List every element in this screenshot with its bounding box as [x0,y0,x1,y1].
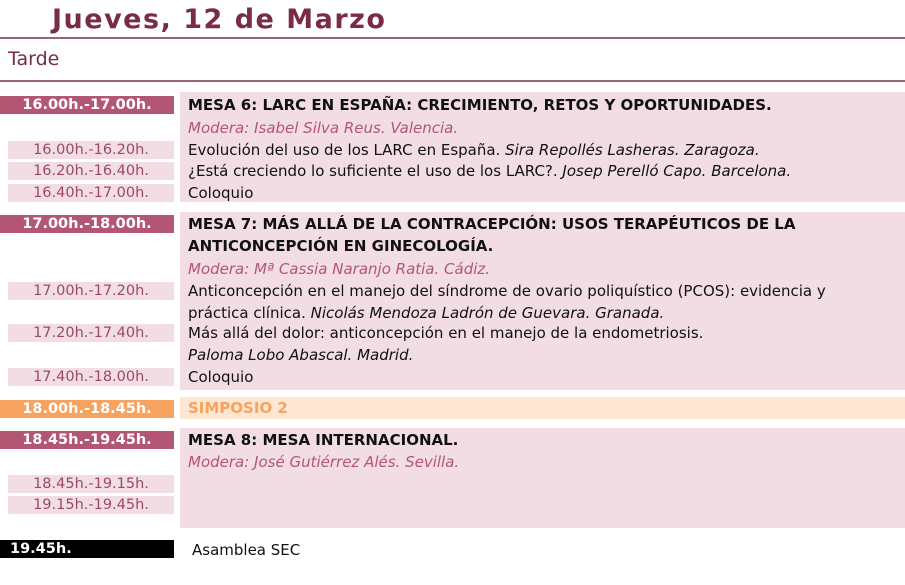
mesa6-item1 [188,139,760,161]
mesa7-moderator: Modera: Mª Cassia Naranjo Ratia. Cádiz. [188,260,491,278]
mesa7-time: 17.00h.-18.00h. [0,215,174,233]
mesa8-title: MESA 8: MESA INTERNACIONAL. [188,431,459,449]
mesa7-item1-line2 [188,302,664,324]
mesa7-title-line2: ANTICONCEPCIÓN EN GINECOLOGÍA. [188,237,494,255]
mesa7-item3-time: 17.40h.-18.00h. [8,368,174,386]
mesa7-item2-line1: Más allá del dolor: anticoncepción en el manejo de la endometriosis. [188,324,704,342]
mesa7-item2-time: 17.20h.-17.40h. [8,324,174,342]
mesa6-item3-time: 16.40h.-17.00h. [8,184,174,202]
simposio-title: SIMPOSIO 2 [188,399,288,417]
mesa6-item1-speaker: Sira Repollés Lasheras. Zaragoza. [505,141,760,159]
mesa8-item1-time: 18.45h.-19.15h. [8,475,174,493]
mesa7-item1-time: 17.00h.-17.20h. [8,282,174,300]
mesa8-item2-time: 19.15h.-19.45h. [8,496,174,514]
closing-text: Asamblea SEC [192,541,301,559]
mesa6-item2-text: ¿Está creciendo lo suficiente el uso de los LARC?. [188,162,563,180]
mesa6-item3-text: Coloquio [188,184,254,202]
closing-time: 19.45h. [0,540,174,558]
mesa6-time: 16.00h.-17.00h. [0,96,174,114]
mesa6-item2 [188,160,791,182]
mesa8-time: 18.45h.-19.45h. [0,431,174,449]
mesa6-item2-speaker: Josep Perelló Capo. Barcelona. [562,162,792,180]
mesa6-moderator: Modera: Isabel Silva Reus. Valencia. [188,119,459,137]
mesa8-moderator: Modera: José Gutiérrez Alés. Sevilla. [188,453,460,471]
simposio-panel [180,397,905,419]
mesa7-item1-speaker: Nicolás Mendoza Ladrón de Guevara. Granada. [310,304,665,322]
mesa6-item1-time: 16.00h.-16.20h. [8,141,174,159]
section-subtitle: Tarde [8,48,60,70]
subtitle-divider [0,80,905,82]
mesa6-title: MESA 6: LARC EN ESPAÑA: CRECIMIENTO, RETOS Y OPORTUNIDADES. [188,96,772,114]
simposio-time: 18.00h.-18.45h. [0,400,174,418]
mesa7-title-line1: MESA 7: MÁS ALLÁ DE LA CONTRACEPCIÓN: USOS TERAPÉUTICOS DE LA [188,215,796,233]
mesa7-item2-speaker: Paloma Lobo Abascal. Madrid. [188,346,414,364]
mesa7-item1-line1: Anticoncepción en el manejo del síndrome de ovario poliquístico (PCOS): evidencia y [188,282,826,300]
mesa7-item3-text: Coloquio [188,368,254,386]
mesa6-item1-text: Evolución del uso de los LARC en España. [188,141,506,159]
mesa6-item2-time: 16.20h.-16.40h. [8,162,174,180]
mesa7-item1-text2: práctica clínica. [188,304,311,322]
title-divider [0,37,905,39]
page-title: Jueves, 12 de Marzo [52,4,387,35]
